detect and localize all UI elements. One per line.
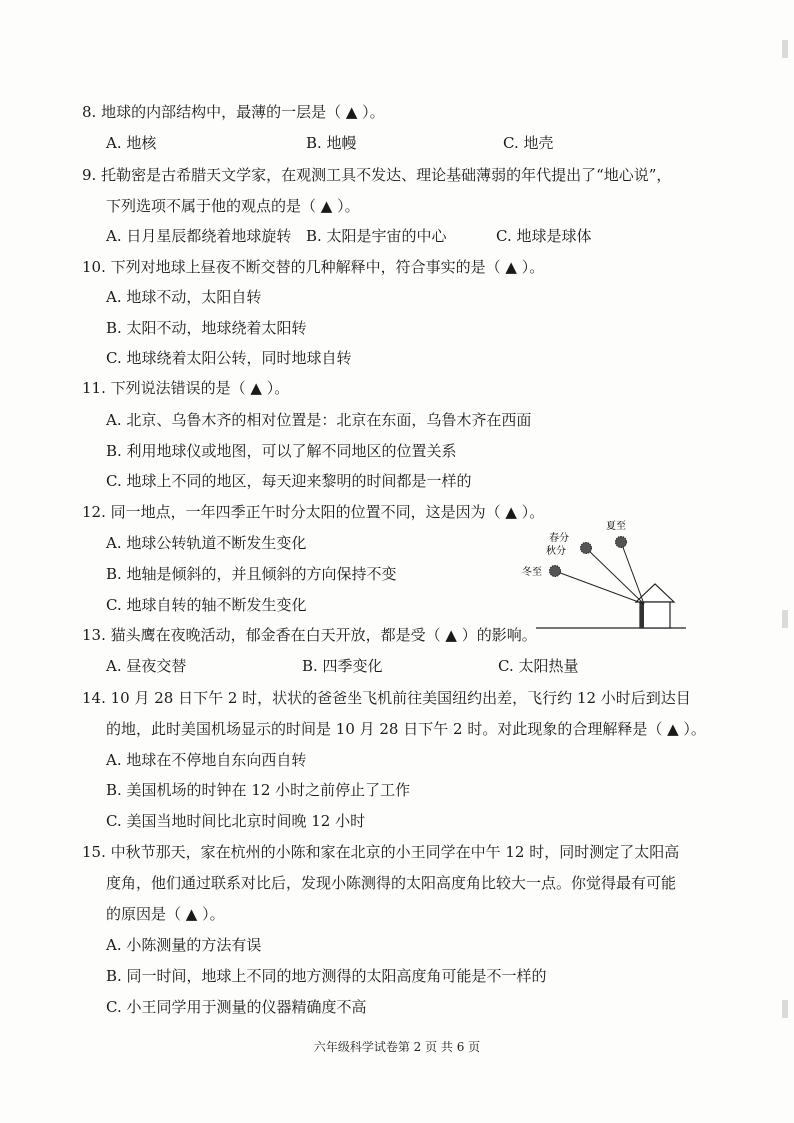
question-15-option-b: B. 同一时间，地球上不同的地方测得的太阳高度角可能是不一样的 <box>106 967 547 985</box>
question-8-stem: 8. 地球的内部结构中，最薄的一层是（ ▲ ）。 <box>82 103 385 121</box>
question-13-option-a: A. 昼夜交替 <box>106 657 187 675</box>
question-15-stem-line-3: 的原因是（ ▲ ）。 <box>106 905 225 923</box>
question-15-stem-line-1: 15. 中秋节那天，家在杭州的小陈和家在北京的小王同学在中午 12 时，同时测定了太阳高 <box>82 843 680 861</box>
question-11-option-c: C. 地球上不同的地区，每天迎来黎明的时间都是一样的 <box>106 472 472 490</box>
question-12-option-c: C. 地球自转的轴不断发生变化 <box>106 596 307 614</box>
question-13-stem: 13. 猫头鹰在夜晚活动，郁金香在白天开放，都是受（ ▲ ）的影响。 <box>82 626 537 644</box>
scan-edge-mark <box>782 40 788 58</box>
question-13-option-b: B. 四季变化 <box>302 657 383 675</box>
house-pole <box>640 602 644 628</box>
question-10-stem: 10. 下列对地球上昼夜不断交替的几种解释中，符合事实的是（ ▲ ）。 <box>82 258 545 276</box>
scan-edge-mark <box>782 1000 788 1018</box>
question-14-stem-line-2: 的地，此时美国机场显示的时间是 10 月 28 日下午 2 时。对此现象的合理解释是（ ▲ ）。 <box>106 720 706 738</box>
question-10-option-a: A. 地球不动，太阳自转 <box>106 288 262 306</box>
question-8-option-b: B. 地幔 <box>306 134 357 152</box>
equinox-sun-icon <box>581 543 592 554</box>
question-12-option-a: A. 地球公转轨道不断发生变化 <box>106 534 307 552</box>
question-15-option-a: A. 小陈测量的方法有误 <box>106 936 262 954</box>
question-14-option-b: B. 美国机场的时钟在 12 小时之前停止了工作 <box>106 781 411 799</box>
equinox-ray <box>586 548 644 604</box>
question-9-stem-line-2: 下列选项不属于他的观点的是（ ▲ ）。 <box>106 197 360 215</box>
question-11-option-b: B. 利用地球仪或地图，可以了解不同地区的位置关系 <box>106 442 457 460</box>
question-9-option-b: B. 太阳是宇宙的中心 <box>306 227 447 245</box>
question-15-option-c: C. 小王同学用于测量的仪器精确度不高 <box>106 998 367 1016</box>
summer-label: 夏至 <box>606 521 626 532</box>
autumn-label: 秋分 <box>546 546 566 557</box>
spring-label: 春分 <box>549 533 569 544</box>
question-14-stem-line-1: 14. 10 月 28 日下午 2 时，状状的爸爸坐飞机前往美国纽约出差，飞行约 12 小时后到达目 <box>82 689 691 707</box>
question-12-stem: 12. 同一地点，一年四季正午时分太阳的位置不同，这是因为（ ▲ ）。 <box>82 503 545 521</box>
page-footer: 六年级科学试卷第 2 页 共 6 页 <box>313 1040 481 1054</box>
house-wall <box>640 602 670 628</box>
house-roof <box>636 584 674 602</box>
question-12-option-b: B. 地轴是倾斜的，并且倾斜的方向保持不变 <box>106 565 397 583</box>
question-14-option-a: A. 地球在不停地自东向西自转 <box>106 751 307 769</box>
question-10-option-b: B. 太阳不动，地球绕着太阳转 <box>106 319 307 337</box>
summer-ray <box>621 542 644 604</box>
question-9-stem-line-1: 9. 托勒密是古希腊天文学家，在观测工具不发达、理论基础薄弱的年代提出了“地心说”， <box>82 166 672 184</box>
question-8-option-c: C. 地壳 <box>503 134 554 152</box>
question-8-option-a: A. 地核 <box>106 134 157 152</box>
question-10-option-c: C. 地球绕着太阳公转，同时地球自转 <box>106 349 352 367</box>
winter-sun-icon <box>550 566 561 577</box>
winter-ray <box>555 571 644 604</box>
scan-edge-mark <box>782 610 788 628</box>
question-13-option-c: C. 太阳热量 <box>498 657 579 675</box>
question-9-option-a: A. 日月星辰都绕着地球旋转 <box>106 227 292 245</box>
question-11-option-a: A. 北京、乌鲁木齐的相对位置是：北京在东面，乌鲁木齐在西面 <box>106 411 532 429</box>
question-14-option-c: C. 美国当地时间比北京时间晚 12 小时 <box>106 812 366 830</box>
question-11-stem: 11. 下列说法错误的是（ ▲ ）。 <box>82 379 290 397</box>
question-9-option-c: C. 地球是球体 <box>496 227 592 245</box>
winter-label: 冬至 <box>522 567 542 578</box>
summer-sun-icon <box>616 537 627 548</box>
question-15-stem-line-2: 度角，他们通过联系对比后，发现小陈测得的太阳高度角比较大一点。你觉得最有可能 <box>106 874 677 892</box>
